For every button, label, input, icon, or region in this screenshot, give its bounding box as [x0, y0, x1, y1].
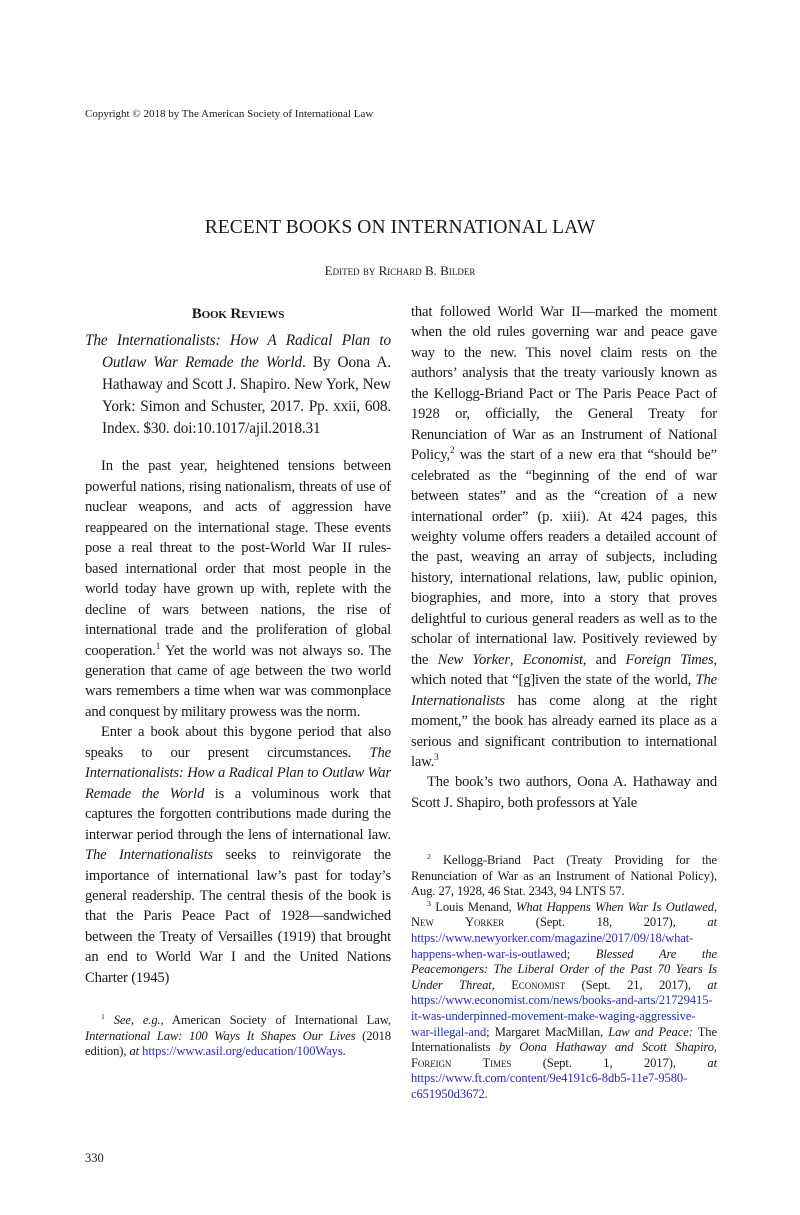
book-citation — [85, 330, 391, 440]
italic-text: Economist — [522, 651, 583, 668]
text-run: . — [484, 1086, 488, 1101]
footnote-marker: 2 — [427, 851, 431, 861]
paragraph — [411, 302, 717, 772]
small-caps-text: New Yorker — [411, 915, 505, 930]
text-run: (Sept. 18, 2017), — [504, 915, 708, 930]
footnotes-right — [411, 853, 717, 1103]
url-link[interactable]: https://www.ft.com/content/9e4191c6-8db5-11e7-9580-c651950d3672 — [411, 1071, 688, 1101]
text-run: Kellogg-Briand Pact (Treaty Providing for the Renunciation of War as an Instrument of National Policy), Aug. 27, 1928, 46 Stat. 2343, 94 LNTS 57. — [411, 853, 717, 899]
left-body — [85, 456, 391, 988]
text-run: . By Oona A. Hathaway and Scott J. Shapiro. New York, New York: Simon and Schuster, 2017. Pp. xxii, 608. Index. $30. doi:10.1017/ajil.2018.31 — [102, 354, 391, 438]
text-run: , — [491, 977, 512, 992]
italic-text: The Internationalists: How A Radical Plan to Outlaw War Remade the World — [85, 332, 391, 372]
italic-text: The Internationalists — [85, 847, 213, 864]
small-caps-text: Foreign Times — [411, 1055, 512, 1070]
text-run: In the past year, heightened tensions between powerful nations, rising nationalism, threats of use of nuclear weapons, and acts of aggression have reappeared on the international stage. These events pose a real threat to the post-World War II rules-based international order that most people in the world today have grown up with, replete with the decline of wars between nations, the rise of international trade and the proliferation of global cooperation. — [85, 458, 391, 659]
right-column — [411, 302, 717, 813]
paragraph — [85, 456, 391, 722]
paragraph — [411, 772, 717, 813]
text-run: (2018 edition), — [85, 1028, 391, 1059]
footnote-marker: 3 — [434, 752, 439, 763]
paragraph — [85, 722, 391, 988]
right-body — [411, 302, 717, 813]
text-run: is a voluminous work that captures the forgotten contributions made during the interwar period through the lens of international law. — [85, 785, 391, 843]
left-column — [85, 304, 391, 988]
url-link[interactable]: https://www.asil.org/education/100Ways — [142, 1044, 343, 1059]
page-title: RECENT BOOKS ON INTERNATIONAL LAW — [204, 217, 596, 238]
italic-text: at — [129, 1044, 140, 1059]
italic-text: See, e.g. — [113, 1013, 161, 1027]
text-run: has come along at the right moment,” the book has already earned its place as a serious and significant contribution to international law. — [411, 692, 717, 770]
footnote-marker: 1 — [155, 640, 161, 651]
text-run: , — [509, 651, 523, 668]
italic-text: International Law: 100 Ways It Shapes Our Lives — [85, 1028, 356, 1043]
text-run: , — [713, 1040, 717, 1055]
italic-text: Foreign Times — [625, 651, 714, 668]
text-run: that followed World War II—marked the moment when the old rules governing war and peace gave way to the new. This novel claim rests on the authors’ analysis that the treaty variously known as the Kellogg-Briand Pact or The Paris Peace Pact of 1928 or, officially, the General Treaty for Renunciation of War as an Instrument of National Policy, — [411, 304, 717, 464]
text-run: (Sept. 21, 2017), — [565, 977, 708, 992]
text-run: The book’s two authors, Oona A. Hathaway and Scott J. Shapiro, both professors at Yale — [411, 774, 717, 811]
text-run: , and — [582, 651, 626, 668]
footnote-marker: 3 — [427, 898, 431, 908]
copyright-notice: Copyright © 2018 by The American Society of International Law — [85, 108, 374, 120]
italic-text: at — [707, 977, 717, 992]
paragraph — [411, 900, 717, 1103]
italic-text: at — [707, 915, 717, 930]
text-run: The Internationalists — [411, 1024, 717, 1055]
text-run: , — [713, 899, 717, 914]
text-run: seeks to reinvigorate the importance of international law’s past for today’s general readership. The central thesis of the book is that the Paris Peace Pact of 1928—sandwiched between the Treaty of Versailles (1919) that brought an end to World War I and the United Nations Charter (1945) — [85, 847, 391, 986]
url-link[interactable]: https://www.newyorker.com/magazine/2017/09/18/what-happens-when-war-is-outlawed — [411, 930, 694, 961]
editor-credit: Edited by Richard B. Bilder — [324, 263, 476, 278]
italic-text: The Internationalists — [411, 672, 717, 709]
text-run: (Sept. 1, 2017), — [511, 1055, 708, 1070]
small-caps-text: Economist — [511, 977, 565, 992]
text-run: was the start of a new era that “should be” celebrated as the “beginning of the end of war between states” and as the “creation of a new international order” (p. xiii). At 424 pages, this weighty volume offers readers a detailed account of the past, weaving an array of subjects, including history, international relations, law, public opinion, biographies, and more, into a story that proves delightful to curious general readers as well as to the scholar of international law. Positively reviewed by the — [411, 447, 717, 668]
page-number: 330 — [85, 1151, 104, 1165]
text-run: , American Society of International Law, — [160, 1013, 391, 1027]
italic-text: What Happens When War Is Outlawed — [515, 899, 714, 914]
text-run: . — [342, 1044, 346, 1059]
paragraph — [85, 1013, 391, 1060]
footnote-marker: 1 — [101, 1011, 105, 1021]
footnote-marker: 2 — [449, 445, 455, 456]
text-run: Yet the world was not always so. The generation that came of age between the two world wars remembers a time when war was commonplace and conquest by military prowess was the norm. — [85, 642, 391, 720]
italic-text: New Yorker — [437, 651, 510, 668]
text-run: ; Margaret MacMillan, — [486, 1024, 609, 1039]
text-run: ; — [566, 946, 596, 961]
section-heading: Book Reviews — [191, 306, 285, 322]
text-run — [105, 1013, 114, 1027]
footnotes-left — [85, 1013, 391, 1060]
italic-text: The Internationalists: How a Radical Plan to Outlaw War Remade the World — [85, 744, 391, 802]
italic-text: Law and Peace: — [608, 1024, 693, 1039]
text-run: Enter a book about this bygone period that also speaks to our present circumstances. — [85, 724, 391, 761]
italic-text: Blessed Are the Peacemongers: The Liberal Order of the Past 70 Years Is Under Threat — [411, 946, 717, 992]
italic-text: at — [707, 1055, 717, 1070]
paragraph — [411, 853, 717, 900]
url-link[interactable]: https://www.economist.com/news/books-and-arts/21729415-it-was-underpinned-movement-make-waging-aggressive-war-illegal-and — [411, 993, 713, 1039]
italic-text: by Oona Hathaway and Scott Shapiro — [498, 1040, 714, 1055]
text-run: Louis Menand, — [430, 899, 516, 914]
text-run: , which noted that “[g]iven the state of the world, — [411, 651, 717, 689]
